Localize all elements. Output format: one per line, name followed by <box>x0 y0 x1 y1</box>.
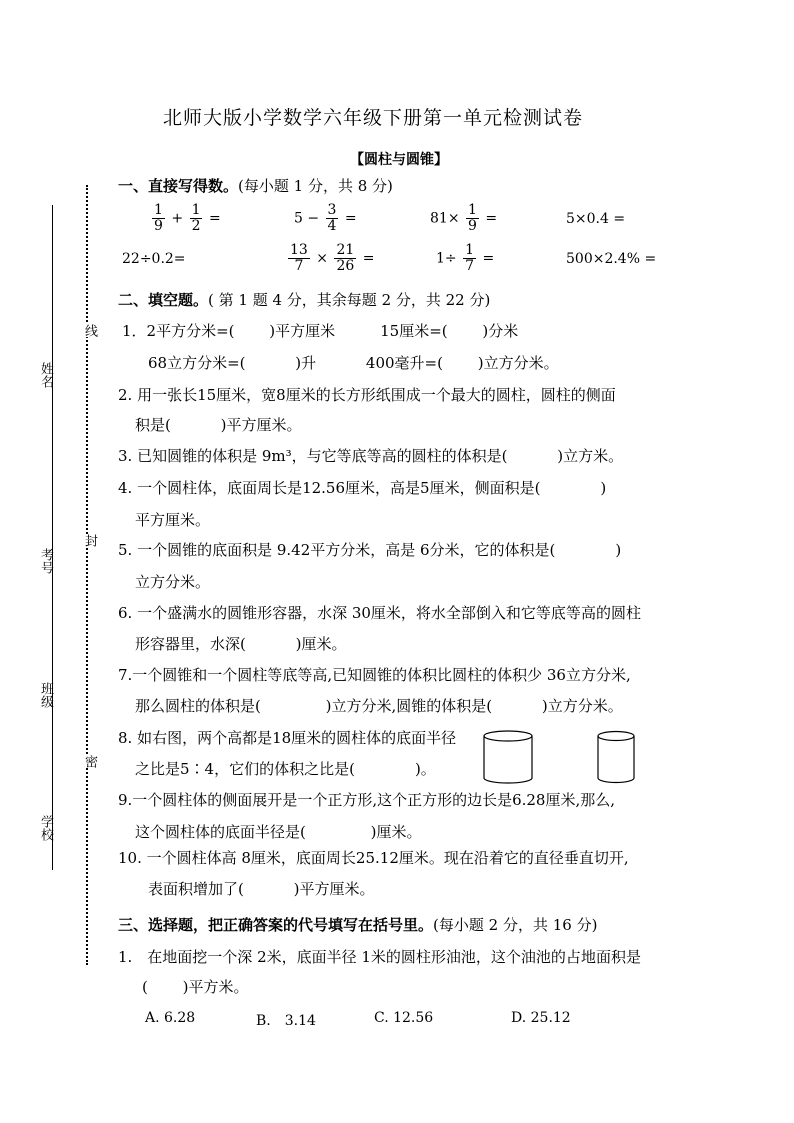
calc-item-1: $\frac{1}{9}$ + $\frac{1}{2}$ = <box>154 202 221 234</box>
section2-heading: 二、填空题。( 第 1 题 4 分，其余每题 2 分，共 22 分) <box>118 291 491 309</box>
choice-q1-line1: 1. 在地面挖一个深 2米，底面半径 1米的圆柱形油池，这个油池的占地面积是 <box>118 948 641 966</box>
fill-line-10: 6. 一个盛满水的圆锥形容器，水深 30厘米，将水全部倒入和它等底等高的圆柱 <box>118 604 641 622</box>
fill-line-18: 10. 一个圆柱体高 8厘米，底面周长25.12厘米。现在沿着它的直径垂直切开, <box>118 849 629 867</box>
seal-char-seal: 封 <box>82 534 97 547</box>
section3-heading: 三、选择题，把正确答案的代号填写在括号里。(每小题 2 分，共 16 分) <box>118 916 598 934</box>
small-cylinder <box>598 732 634 783</box>
fill-line-1: 1．2平方分米=( )平方厘米 15厘米=( )分米 <box>122 322 519 340</box>
page-subtitle: 【圆柱与圆锥】 <box>350 152 448 168</box>
fill-line-5: 3. 已知圆锥的体积是 9m³，与它等底等高的圆柱的体积是( )立方米。 <box>118 447 624 465</box>
calc-item-2: 5 − $\frac{3}{4}$ = <box>294 202 357 234</box>
choice-option-d: D. 25.12 <box>511 1010 571 1026</box>
section1-heading: 一、直接写得数。(每小题 1 分，共 8 分) <box>118 177 393 195</box>
calc-item-4: 5×0.4 = <box>566 211 626 227</box>
large-cylinder <box>484 731 532 783</box>
choice-q1-line2: ( )平方米。 <box>142 978 249 996</box>
choice-option-b: B. 3.14 <box>256 1013 316 1029</box>
fill-line-11: 形容器里，水深( )厘米。 <box>135 635 347 653</box>
fill-line-16: 9.一个圆柱体的侧面展开是一个正方形,这个正方形的边长是6.28厘米,那么, <box>118 791 616 809</box>
fill-line-8: 5. 一个圆锥的底面积是 9.42平方分米，高是 6分米，它的体积是( ) <box>118 541 622 559</box>
calc-item-6: $\frac{13}{7}$ × $\frac{21}{26}$ = <box>290 242 375 274</box>
seal-char-secret: 密 <box>82 755 97 768</box>
fill-line-4: 积是( )平方厘米。 <box>135 416 302 434</box>
field-id-label: 考号 <box>38 548 53 574</box>
fill-line-6: 4. 一个圆柱体，底面周长是12.56厘米，高是5厘米，侧面积是( ) <box>118 479 607 497</box>
fill-line-17: 这个圆柱体的底面半径是( )厘米。 <box>135 823 422 841</box>
calc-item-8: 500×2.4% = <box>566 251 657 267</box>
fill-line-13: 那么圆柱的体积是( )立方分米,圆锥的体积是( )立方分米。 <box>135 697 623 715</box>
fill-line-3: 2. 用一张长15厘米，宽8厘米的长方形纸围成一个最大的圆柱，圆柱的侧面 <box>118 386 616 404</box>
choice-option-a: A. 6.28 <box>145 1010 196 1026</box>
fill-line-19: 表面积增加了( )平方厘米。 <box>148 880 375 898</box>
cylinders-figure <box>478 726 648 788</box>
fill-line-7: 平方厘米。 <box>135 511 211 529</box>
calc-item-5: 22÷0.2= <box>122 251 186 267</box>
fill-line-14: 8. 如右图，两个高都是18厘米的圆柱体的底面半径 <box>118 729 457 747</box>
fill-line-2: 68立方分米=( )升 400毫升=( )立方分米。 <box>148 354 559 372</box>
seal-dotted-line <box>86 185 88 965</box>
field-name-label: 姓名 <box>38 362 53 388</box>
calc-item-7: 1÷ $\frac{1}{7}$ = <box>436 242 495 274</box>
choice-option-c: C. 12.56 <box>374 1010 434 1026</box>
calc-item-3: 81× $\frac{1}{9}$ = <box>430 202 498 234</box>
field-class-label: 班级 <box>38 682 53 708</box>
fill-line-12: 7.一个圆锥和一个圆柱等底等高,已知圆锥的体积比圆柱的体积少 36立方分米, <box>118 666 631 684</box>
page-title: 北师大版小学数学六年级下册第一单元检测试卷 <box>163 107 584 129</box>
field-school-label: 学校 <box>38 815 53 841</box>
seal-char-line: 线 <box>82 324 97 337</box>
fill-line-15: 之比是5∶4，它们的体积之比是( )。 <box>135 760 436 778</box>
binding-line <box>52 205 53 870</box>
fill-line-9: 立方分米。 <box>135 573 211 591</box>
